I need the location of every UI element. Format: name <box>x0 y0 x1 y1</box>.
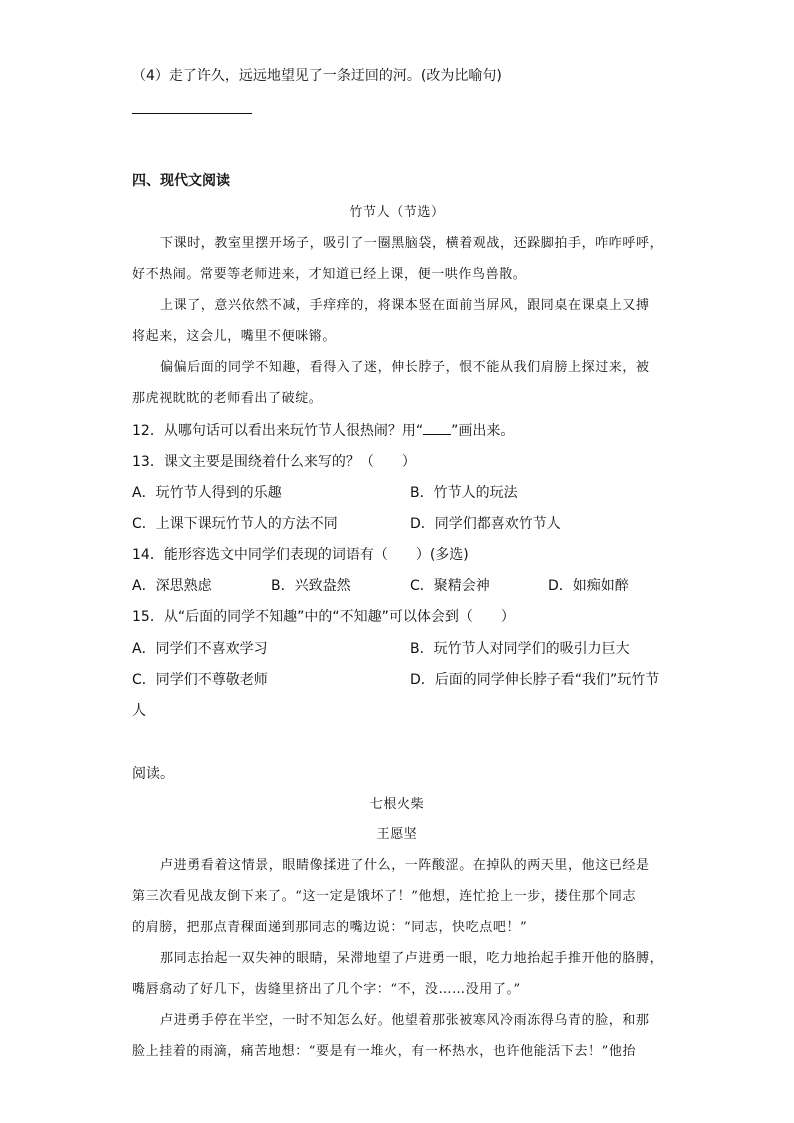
passage-line: 上课了，意兴依然不减，手痒痒的，将课本竖在面前当屏风，跟同桌在课桌上又搏 <box>160 298 650 313</box>
passage-line: 偏偏后面的同学不知趣，看得入了迷，伸长脖子，恨不能从我们肩膀上探过来，被 <box>160 360 650 375</box>
option-d[interactable]: D．后面的同学伸长脖子看“我们”玩竹节 <box>410 672 660 688</box>
section-title: 四、现代文阅读 <box>132 173 230 189</box>
passage-line: 的肩膀，把那点青稞面递到那同志的嘴边说：“同志，快吃点吧！” <box>132 920 528 935</box>
option-b[interactable]: B．竹节人的玩法 <box>410 485 518 501</box>
option-a[interactable]: A．玩竹节人得到的乐趣 <box>132 485 282 501</box>
option-a[interactable]: A．同学们不喜欢学习 <box>132 641 268 657</box>
option-c[interactable]: C．上课下课玩竹节人的方法不同 <box>132 516 338 532</box>
option-d[interactable]: D．同学们都喜欢竹节人 <box>410 516 561 532</box>
question-12 <box>132 422 514 440</box>
passage-author: 王愿坚 <box>376 827 418 842</box>
passage-line: 脸上挂着的雨滴，痛苦地想：“要是有一堆火，有一杯热水，也许他能活下去！”他抬 <box>132 1044 637 1059</box>
passage-line: 卢进勇手停在半空，一时不知怎么好。他望着那张被寒风冷雨冻得乌青的脸，和那 <box>160 1013 650 1028</box>
question-15-stem: 15．从“后面的同学不知趣”中的“不知趣”可以体会到（ ） <box>132 609 515 625</box>
option-d[interactable]: D．如痴如醉 <box>548 578 629 594</box>
reading-label: 阅读。 <box>132 766 174 782</box>
passage-title: 七根火柴 <box>369 797 425 812</box>
option-b[interactable]: B．兴致盎然 <box>271 578 351 594</box>
question-4: （4）走了许久，远远地望见了一条迂回的河。(改为比喻句) <box>132 68 502 84</box>
option-c[interactable]: C．同学们不尊敬老师 <box>132 672 268 688</box>
passage-line: 嘴唇翕动了好几下，齿缝里挤出了几个字：“不，没……没用了。” <box>132 982 521 997</box>
answer-line <box>132 113 252 114</box>
passage-line: 那同志抬起一双失神的眼睛，呆滞地望了卢进勇一眼，吃力地抬起手推开他的胳膊， <box>160 951 664 966</box>
option-b[interactable]: B．玩竹节人对同学们的吸引力巨大 <box>410 641 630 657</box>
question-13-stem: 13．课文主要是围绕着什么来写的？（ ） <box>132 454 416 470</box>
option-c[interactable]: C．聚精会神 <box>410 578 490 594</box>
passage-line: 好不热闹。常要等老师进来，才知道已经上课，便一哄作鸟兽散。 <box>132 267 527 282</box>
passage-line: 将起来，这会儿，嘴里不便咪锵。 <box>132 329 337 344</box>
question-14-stem: 14．能形容选文中同学们表现的词语有（ ）(多选) <box>132 547 469 563</box>
q12-text-end: ”画出来。 <box>451 423 515 439</box>
passage-line: 卢进勇看着这情景，眼睛像揉进了什么，一阵酸涩。在掉队的两天里，他这已经是 <box>160 858 650 873</box>
passage-line: 那虎视眈眈的老师看出了破绽。 <box>132 391 323 406</box>
option-a[interactable]: A．深思熟虑 <box>132 578 212 594</box>
underline-blank <box>423 422 451 435</box>
passage-line: 下课时，教室里摆开场子，吸引了一圈黑脑袋，横着观战，还跺脚拍手，咋咋呼呼， <box>160 236 664 251</box>
option-d-continued: 人 <box>132 703 146 719</box>
passage-line: 第三次看见战友倒下来了。“这一定是饿坏了！”他想，连忙抢上一步，搂住那个同志 <box>132 889 637 904</box>
passage-title: 竹节人（节选） <box>349 205 445 220</box>
q12-text: 12．从哪句话可以看出来玩竹节人很热闹？用“ <box>132 423 424 439</box>
